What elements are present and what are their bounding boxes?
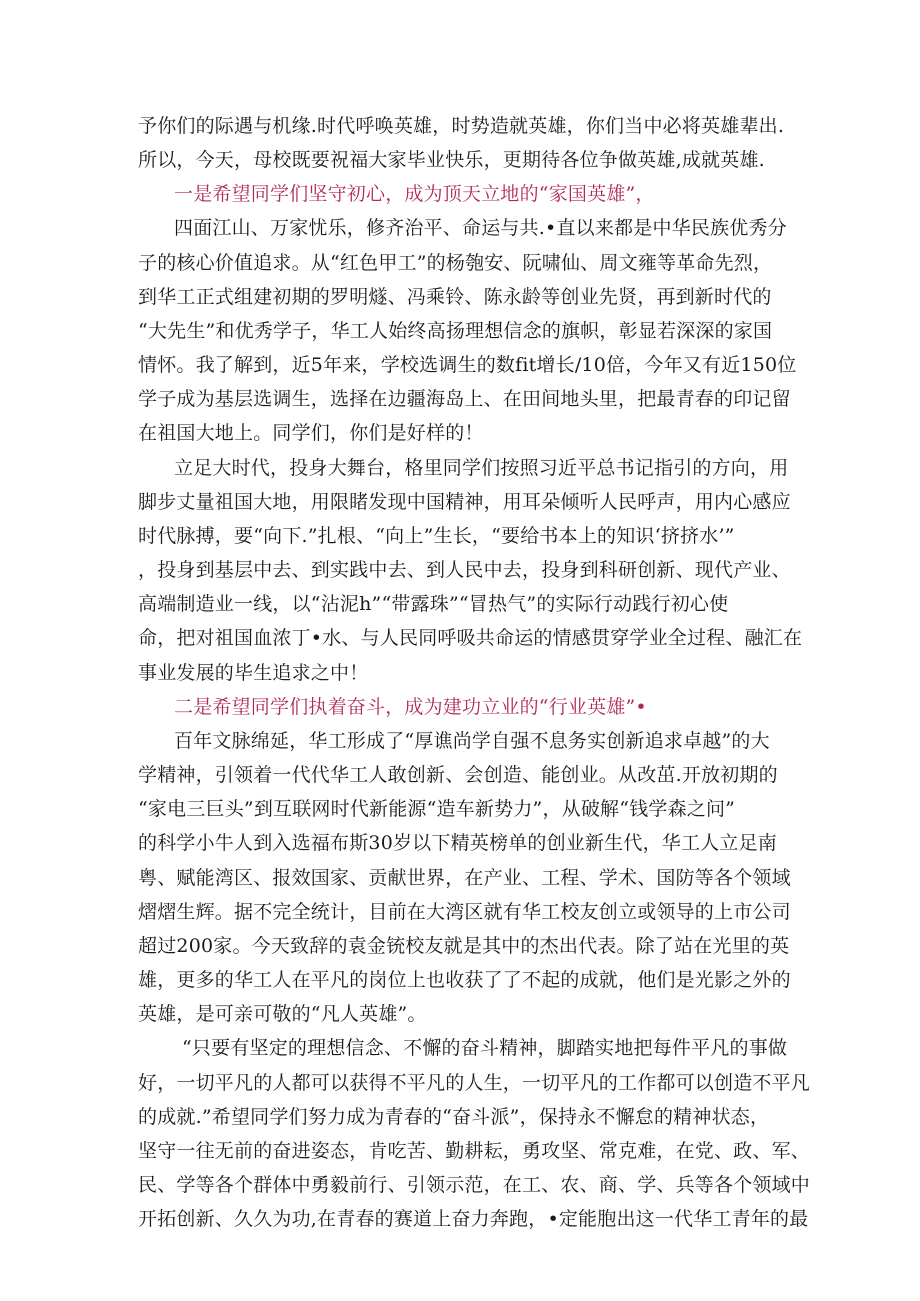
text-line: 的科学小牛人到入选福布斯30岁以下精英榜单的创业新生代，华工人立足南 [138, 832, 777, 854]
text-line: 学精神，引领着一代代华工人敢创新、会创造、能创业。从改茁.开放初期的 [138, 764, 778, 786]
text-line: 坚守一往无前的奋进姿态，肯吃苦、勤耕耘，勇攻坚、常克难，在党、政、军、 [138, 1140, 811, 1162]
text-line: 好，一切平凡的人都可以获得不平凡的人生，一切平凡的工作都可以创造不平凡 [138, 1072, 811, 1094]
text-line: 时代脉搏，要“向下.”扎根、“向上”生长，“要给书本上的知识‘挤挤水’” [138, 525, 735, 547]
text-line: 熠熠生辉。据不完全统计，目前在大湾区就有华工校友创立或领导的上市公司 [138, 901, 791, 923]
text-line: “家电三巨头”到互联网时代新能源“造车新势力”，从破解“钱学森之问” [138, 798, 736, 820]
text-line: 事业发展的毕生追求之中！ [138, 662, 369, 684]
text-line: 高端制造业一线，以“沾泥h”“带露珠”“冒热气”的实际行动践行初心使 [138, 593, 729, 615]
text-line: ，投身到基层中去、到实践中去、到人民中去，投身到科研创新、现代产业、 [138, 559, 791, 581]
text-line: 在祖国大地上。同学们，你们是好样的！ [138, 422, 484, 444]
text-line: 命，把对祖国血浓丁•水、与人民同呼吸共命运的情感贯穿学业全过程、融汇在 [138, 627, 803, 649]
text-line: 脚步丈量祖国大地，用限睹发现中国精神，用耳朵倾听人民呼声，用内心感应 [138, 491, 791, 513]
text-line: 所以，今天，母校既要祝福大家毕业快乐，更期待各位争做英雄,成就英雄. [138, 149, 765, 171]
text-line: 雄，更多的华工人在平凡的岗位上也收获了了不起的成就，他们是光影之外的 [138, 969, 791, 991]
text-line: 民、学等各个群体中勇毅前行、引领示范，在工、农、商、学、兵等各个领域中 [138, 1174, 811, 1196]
section-heading-1: 一是希望同学们坚守初心，成为顶天立地的“家国英雄”， [174, 183, 655, 205]
text-line: “大先生”和优秀学子，华工人始终高扬理想信念的旗帜，彰显若深深的家国 [138, 320, 773, 342]
text-line: 立足大时代，投身大舞台，格里同学们按照习近平总书记指引的方向，用 [174, 457, 789, 479]
text-line: 粤、赋能湾区、报效国家、贡献世界，在产业、工程、学术、国防等各个领域 [138, 867, 791, 889]
text-line: 情怀。我了解到，近5年来，学校选调生的数fit增长/10倍，今年又有近150位 [138, 354, 797, 376]
text-line: 开拓创新、久久为功,在青春的赛道上奋力奔跑，•定能胞出这一代华工青年的最 [138, 1208, 809, 1230]
text-line: 予你们的际遇与机缘.时代呼唤英雄，时势造就英雄，你们当中必将英雄辈出. [138, 115, 785, 137]
text-line: 英雄，是可亲可敬的“凡人英雄”。 [138, 1003, 427, 1025]
text-line: 四面江山、万家忧乐，修齐治平、命运与共.•直以来都是中华民族优秀分 [174, 217, 787, 239]
text-line: 到华工正式组建初期的罗明燧、冯乘铃、陈永龄等创业先贤，再到新时代的 [138, 286, 772, 308]
text-line: 子的核心价值追求。从“红色甲工”的杨匏安、阮啸仙、周文雍等革命先烈， [138, 252, 773, 274]
text-line: 超过200家。今天致辞的袁金铳校友就是其中的杰出代表。除了站在光里的英 [138, 935, 790, 957]
text-line: “只要有坚定的理想信念、不懈的奋斗精神，脚踏实地把每件平凡的事做 [182, 1037, 788, 1059]
text-line: 学子成为基层选调生，选择在边疆海岛上、在田间地头里，把最青春的印记留 [138, 388, 791, 410]
text-line: 的成就.”希望同学们努力成为青春的“奋斗派”，保持永不懈怠的精神状态， [138, 1106, 770, 1128]
section-heading-2: 二是希望同学们执着奋斗，成为建功立业的“行业英雄”• [174, 696, 647, 718]
text-line: 百年文脉绵延，华工形成了“厚谯尚学自强不息务实创新追求卓越”的大 [174, 730, 770, 752]
